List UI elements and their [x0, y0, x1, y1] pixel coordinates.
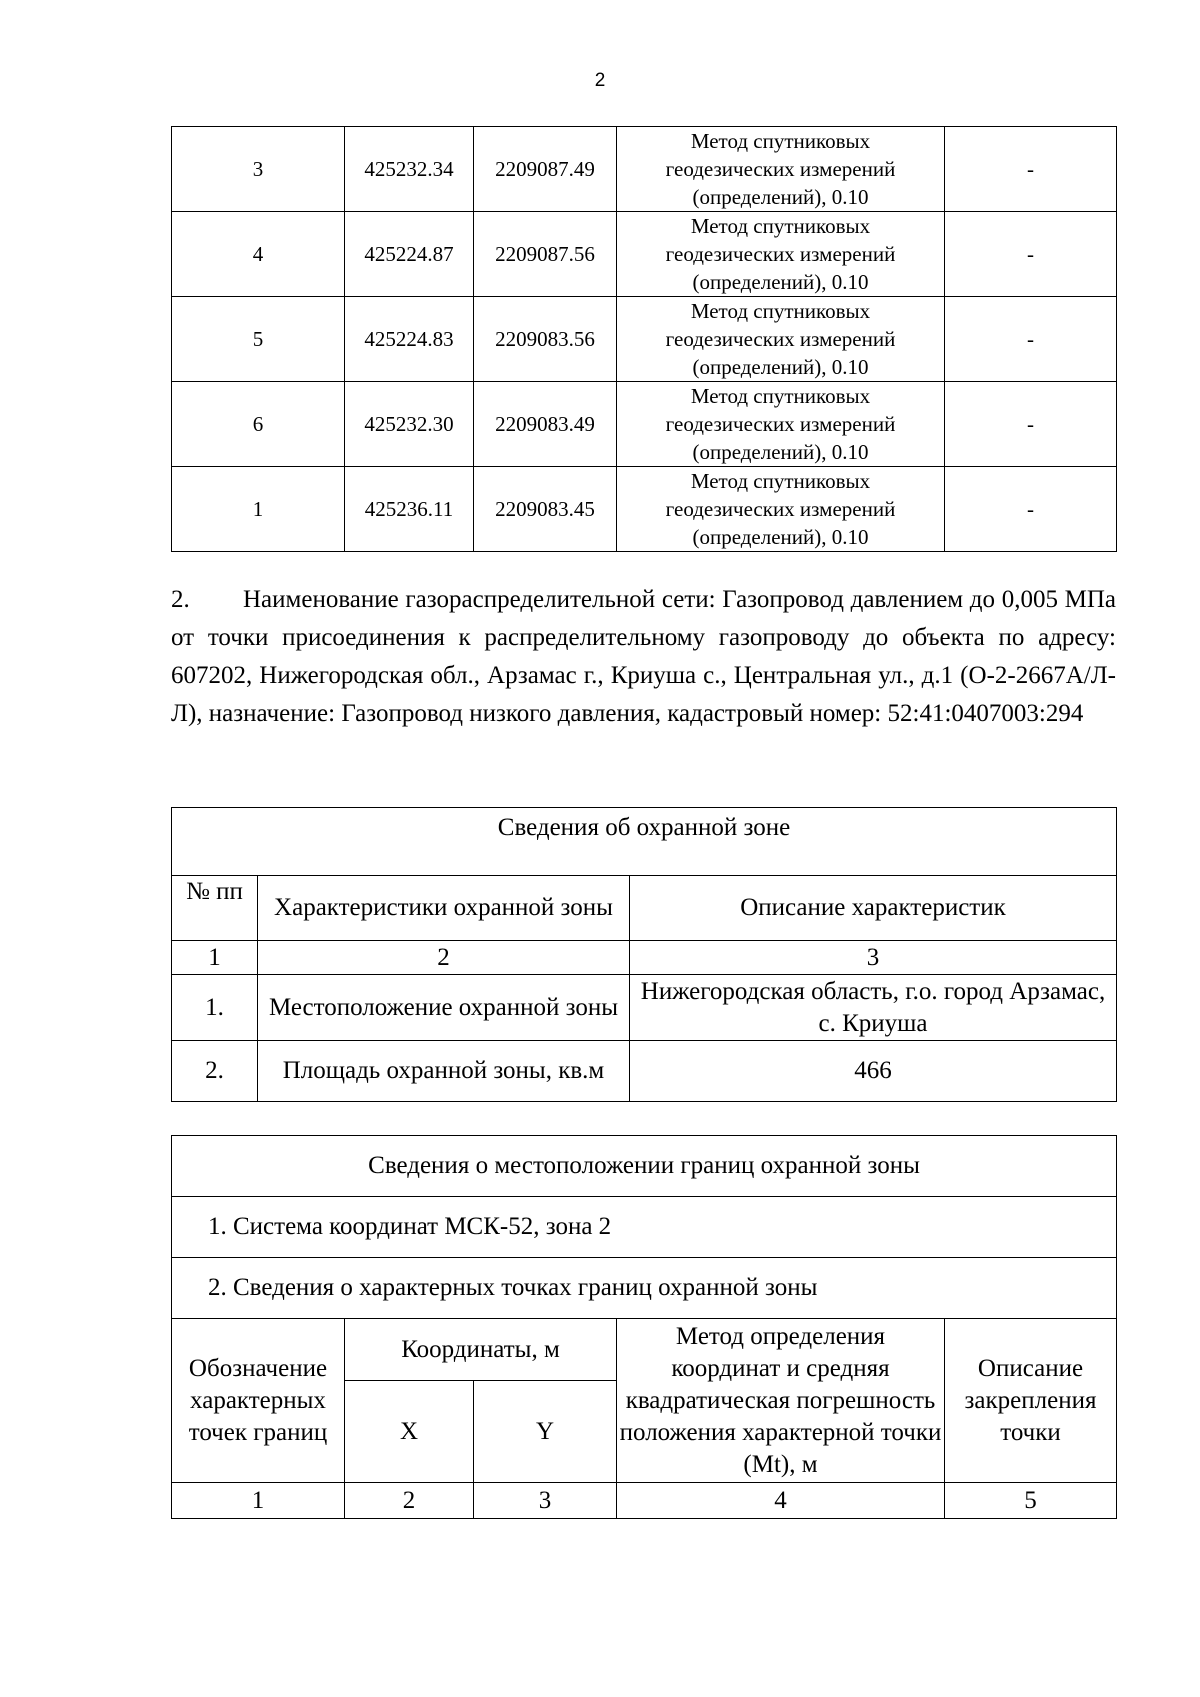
points-title-row [172, 1258, 1117, 1319]
header-method: Метод определения координат и средняя квадратическая погрешность положения характерной точки (Mt), м [617, 1319, 945, 1483]
point-y: 2209083.49 [474, 382, 617, 467]
point-x: 425224.83 [345, 297, 474, 382]
index-4: 4 [617, 1483, 945, 1519]
point-y: 2209087.49 [474, 127, 617, 212]
index-1: 1 [172, 1483, 345, 1519]
coordinates-table-continued [171, 126, 1117, 552]
point-x: 425232.30 [345, 382, 474, 467]
point-method: Метод спутниковых геодезических измерений (определений), 0.10 [617, 297, 945, 382]
header-characteristic: Характеристики охранной зоны [258, 876, 630, 941]
table-row [172, 382, 1117, 467]
row-description: 466 [630, 1041, 1117, 1102]
table-row [172, 127, 1117, 212]
index-2: 2 [345, 1483, 474, 1519]
point-x: 425224.87 [345, 212, 474, 297]
paragraph-text: Наименование газораспределительной сети: Газопровод давлением до 0,005 МПа от точки присоединения к распределительному газопроводу до объекта по адресу: 607202, Нижегородская обл., Арзамас г., Криуша с., Центральная ул., д.1 (О-2-2667А/Л-Л), назначение: Газопровод низкого давления, кадастровый номер: 52:41:0407003:294 [171, 586, 1116, 727]
point-number: 5 [172, 297, 345, 382]
point-y: 2209087.56 [474, 212, 617, 297]
header-fixing: Описание закрепления точки [945, 1319, 1117, 1483]
point-x: 425236.11 [345, 467, 474, 552]
table-header-row [172, 1319, 1117, 1381]
paragraph-number: 2. [171, 586, 190, 613]
zone-table-title: Сведения об охранной зоне [172, 808, 1117, 876]
index-5: 5 [945, 1483, 1117, 1519]
point-fixing: - [945, 212, 1117, 297]
row-num: 2. [172, 1041, 258, 1102]
point-number: 4 [172, 212, 345, 297]
header-coordinates: Координаты, м [345, 1319, 617, 1381]
boundary-location-table [171, 1135, 1117, 1519]
point-fixing: - [945, 297, 1117, 382]
header-description: Описание характеристик [630, 876, 1117, 941]
index-3: 3 [630, 941, 1117, 975]
point-y: 2209083.45 [474, 467, 617, 552]
point-number: 3 [172, 127, 345, 212]
point-fixing: - [945, 467, 1117, 552]
points-title: 2. Сведения о характерных точках границ охранной зоны [172, 1258, 1117, 1319]
index-2: 2 [258, 941, 630, 975]
table-row [172, 297, 1117, 382]
table-title-row [172, 1136, 1117, 1197]
point-method: Метод спутниковых геодезических измерений (определений), 0.10 [617, 467, 945, 552]
coordinate-system: 1. Система координат МСК-52, зона 2 [172, 1197, 1117, 1258]
point-y: 2209083.56 [474, 297, 617, 382]
point-method: Метод спутниковых геодезических измерений (определений), 0.10 [617, 382, 945, 467]
table-row [172, 212, 1117, 297]
point-fixing: - [945, 382, 1117, 467]
boundary-table-title: Сведения о местоположении границ охранной зоны [172, 1136, 1117, 1197]
point-method: Метод спутниковых геодезических измерений (определений), 0.10 [617, 212, 945, 297]
table-title-row [172, 808, 1117, 876]
index-1: 1 [172, 941, 258, 975]
table-row [172, 975, 1117, 1041]
table-index-row [172, 941, 1117, 975]
point-method: Метод спутниковых геодезических измерений (определений), 0.10 [617, 127, 945, 212]
gas-network-paragraph [171, 581, 1116, 733]
header-y: Y [474, 1381, 617, 1483]
page-number: 2 [594, 70, 606, 91]
header-designation: Обозначение характерных точек границ [172, 1319, 345, 1483]
row-description: Нижегородская область, г.о. город Арзамас, с. Криуша [630, 975, 1117, 1041]
table-row [172, 467, 1117, 552]
table-header-row [172, 876, 1117, 941]
row-num: 1. [172, 975, 258, 1041]
index-3: 3 [474, 1483, 617, 1519]
row-characteristic: Площадь охранной зоны, кв.м [258, 1041, 630, 1102]
point-x: 425232.34 [345, 127, 474, 212]
point-fixing: - [945, 127, 1117, 212]
point-number: 1 [172, 467, 345, 552]
header-x: X [345, 1381, 474, 1483]
protection-zone-info-table [171, 807, 1117, 1102]
header-num: № пп [172, 876, 258, 941]
coordinate-system-row [172, 1197, 1117, 1258]
table-row [172, 1041, 1117, 1102]
table-index-row [172, 1483, 1117, 1519]
row-characteristic: Местоположение охранной зоны [258, 975, 630, 1041]
point-number: 6 [172, 382, 345, 467]
